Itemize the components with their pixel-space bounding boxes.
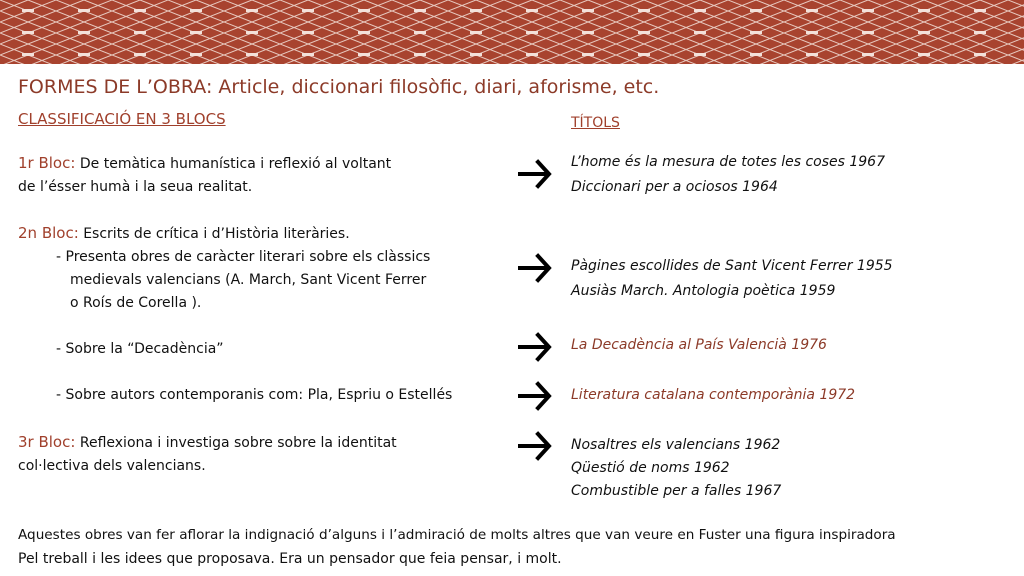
work-title-1: L’home és la mesura de totes les coses 1967 (571, 154, 885, 170)
bloc1-text: De temàtica humanística i reflexió al voltant (75, 156, 392, 172)
work-title-3: Pàgines escollides de Sant Vicent Ferrer 1955 (571, 258, 893, 274)
titles-heading: TÍTOLS (571, 115, 620, 131)
bloc2-sub1c: o Roís de Corella ). (70, 295, 202, 311)
bloc2-sub1b: medievals valencians (A. March, Sant Vicent Ferrer (70, 272, 427, 288)
work-title-5: La Decadència al País Valencià 1976 (571, 337, 827, 353)
bloc2-text: Escrits de crítica i d’Història literàries. (78, 226, 350, 242)
work-title-8: Qüestió de noms 1962 (571, 460, 730, 476)
bloc2-sub1a: - Presenta obres de caràcter literari sobre els clàssics (56, 249, 431, 265)
arrow-right-icon (518, 158, 552, 190)
arrow-right-icon (518, 430, 552, 462)
banner-pattern-icon (0, 0, 1024, 64)
bloc2-sub3: - Sobre autors contemporanis com: Pla, Espriu o Estellés (56, 387, 453, 403)
footer-line2: Pel treball i les idees que proposava. Era un pensador que feia pensar, i molt. (18, 551, 562, 567)
work-title-4: Ausiàs March. Antologia poètica 1959 (571, 283, 836, 299)
bloc1-line1 (18, 154, 391, 172)
bloc3-text: Reflexiona i investiga sobre sobre la identitat (75, 435, 397, 451)
bloc1-label: 1r Bloc: (18, 154, 76, 172)
bloc2-sub2: - Sobre la “Decadència” (56, 341, 224, 357)
bloc3-line2: col·lectiva dels valencians. (18, 458, 206, 474)
arrow-right-icon (518, 380, 552, 412)
work-title-7: Nosaltres els valencians 1962 (571, 437, 781, 453)
work-title-2: Diccionari per a ociosos 1964 (571, 179, 778, 195)
footer-line1: Aquestes obres van fer aflorar la indignació d’alguns i l’admiració de molts altres que van veure en Fuster una figura inspiradora (18, 527, 896, 543)
bloc1-line2: de l’ésser humà i la seua realitat. (18, 179, 253, 195)
bloc2-line1 (18, 224, 350, 242)
decorative-banner (0, 0, 1024, 64)
work-title-9: Combustible per a falles 1967 (571, 483, 782, 499)
work-title-6: Literatura catalana contemporània 1972 (571, 387, 856, 403)
page-title: FORMES DE L’OBRA: Article, diccionari filosòfic, diari, aforisme, etc. (18, 76, 660, 98)
bloc3-label: 3r Bloc: (18, 433, 76, 451)
arrow-right-icon (518, 331, 552, 363)
section-subtitle: CLASSIFICACIÓ EN 3 BLOCS (18, 110, 226, 128)
bloc3-line1 (18, 433, 397, 451)
arrow-right-icon (518, 252, 552, 284)
bloc2-label: 2n Bloc: (18, 224, 79, 242)
